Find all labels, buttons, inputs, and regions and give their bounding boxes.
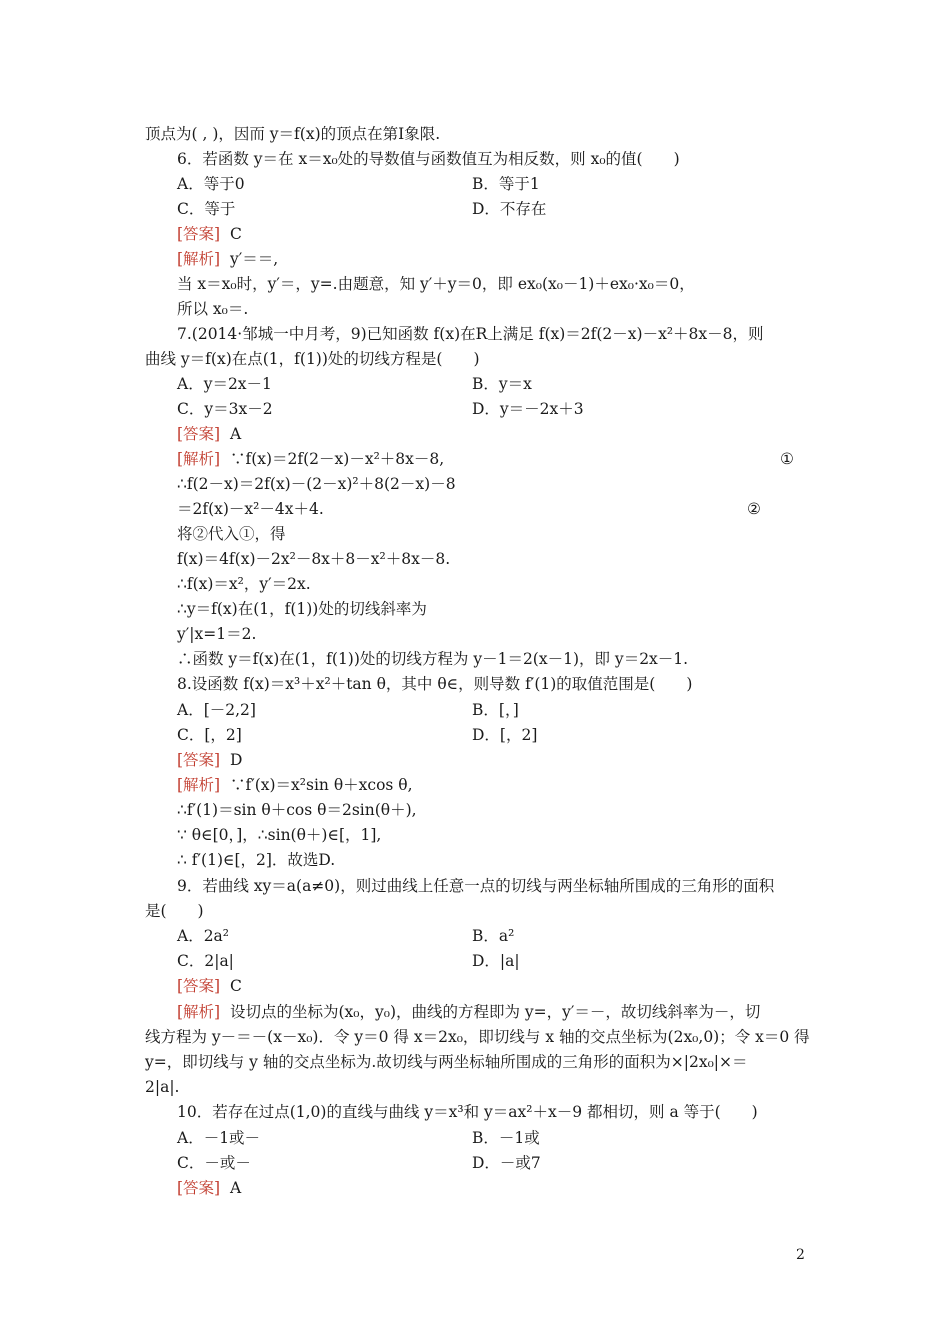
- question-6: 6．若函数 y＝在 x＝x₀处的导数值与函数值互为相反数，则 x₀的值( ): [177, 150, 680, 168]
- option-a: A．2a²: [177, 927, 230, 945]
- analysis-line: [177, 449, 444, 469]
- option-b: B．[，]: [472, 701, 519, 719]
- analysis-text: y′＝＝,: [229, 250, 279, 268]
- question-9: 9．若曲线 xy＝a(a≠0)，则过曲线上任意一点的切线与两坐标轴所围成的三角形的面积: [177, 877, 775, 895]
- answer-value: C: [229, 225, 242, 243]
- option-b: B．a²: [472, 927, 515, 945]
- analysis-line: [177, 249, 278, 269]
- text-line: ∴ f′(1)∈[，2]．故选D.: [177, 851, 336, 869]
- answer-tag: [答案]: [177, 751, 221, 769]
- text-line: ＝2f(x)－x²－4x＋4.: [177, 500, 324, 518]
- answer-value: A: [229, 1179, 242, 1197]
- text-line: 当 x＝x₀时，y′＝，y=.由题意，知 y′＋y＝0，即 ex₀(x₀－1)＋ex₀·x₀＝0，: [177, 275, 695, 293]
- option-d: D．－或7: [472, 1154, 541, 1172]
- option-b: B．等于1: [472, 175, 540, 193]
- option-c: C．等于: [177, 200, 236, 218]
- question-8: 8.设函数 f(x)＝x³＋x²＋tan θ，其中 θ∈，则导数 f′(1)的取值范围是( ): [177, 675, 693, 693]
- text-line: 所以 x₀＝.: [177, 300, 249, 318]
- equation-number: ②: [747, 500, 761, 518]
- analysis-tag: [解析]: [177, 250, 221, 268]
- text-line: f(x)＝4f(x)－2x²－8x＋8－x²＋8x－8.: [177, 550, 451, 568]
- analysis-text: ∵f′(x)＝x²sin θ＋xcos θ,: [229, 776, 413, 794]
- option-a: A．等于0: [177, 175, 245, 193]
- answer-line: [177, 1178, 241, 1198]
- answer-line: [177, 424, 241, 444]
- answer-tag: [答案]: [177, 425, 221, 443]
- text-line: ∴函数 y＝f(x)在(1，f(1))处的切线方程为 y－1＝2(x－1)，即 y＝2x－1.: [177, 650, 689, 668]
- analysis-tag: [解析]: [177, 1003, 221, 1021]
- analysis-tag: [解析]: [177, 450, 221, 468]
- analysis-text: 设切点的坐标为(x₀，y₀)，曲线的方程即为 y=，y′＝－，故切线斜率为－，切: [229, 1003, 761, 1021]
- option-c: C．2|a|: [177, 952, 234, 970]
- text-line: 是( ): [145, 902, 204, 920]
- question-7: 7.(2014·邹城一中月考，9)已知函数 f(x)在R上满足 f(x)＝2f(2－x)－x²＋8x－8，则: [177, 325, 764, 343]
- analysis-text: ∵f(x)＝2f(2－x)－x²＋8x－8,: [229, 450, 445, 468]
- option-b: B．y＝x: [472, 375, 532, 393]
- text-line: ∴f(2－x)＝2f(x)－(2－x)²＋8(2－x)－8: [177, 475, 456, 493]
- text-line: ∴f′(1)＝sin θ＋cos θ＝2sin(θ＋),: [177, 801, 417, 819]
- analysis-line: [177, 1002, 760, 1022]
- option-d: D．不存在: [472, 200, 547, 218]
- answer-tag: [答案]: [177, 977, 221, 995]
- option-c: C．－或－: [177, 1154, 251, 1172]
- option-d: D．|a|: [472, 952, 520, 970]
- option-a: A．[－2,2]: [177, 701, 256, 719]
- text-line: 线方程为 y－＝－(x－x₀)．令 y＝0 得 x＝2x₀，即切线与 x 轴的交点坐标为(2x₀,0)；令 x＝0 得: [145, 1028, 810, 1046]
- analysis-line: [177, 775, 413, 795]
- option-a: A．y＝2x－1: [177, 375, 272, 393]
- text-line: ∴f(x)＝x²，y′＝2x.: [177, 575, 311, 593]
- answer-value: C: [229, 977, 242, 995]
- text-line: 将②代入①，得: [177, 525, 286, 543]
- option-c: C．[，2]: [177, 726, 242, 744]
- equation-number: ①: [780, 450, 794, 468]
- option-a: A．－1或－: [177, 1129, 261, 1147]
- answer-tag: [答案]: [177, 225, 221, 243]
- answer-value: A: [229, 425, 242, 443]
- answer-line: [177, 750, 242, 770]
- option-c: C．y＝3x－2: [177, 400, 273, 418]
- page-number: 2: [796, 1247, 805, 1263]
- answer-line: [177, 224, 242, 244]
- text-line: ∵ θ∈[0，]，∴sin(θ＋)∈[，1],: [177, 826, 382, 844]
- option-d: D．y＝－2x＋3: [472, 400, 584, 418]
- question-10: 10．若存在过点(1,0)的直线与曲线 y＝x³和 y＝ax²＋x－9 都相切，则 a 等于( ): [177, 1103, 758, 1121]
- text-line: 曲线 y＝f(x)在点(1，f(1))处的切线方程是( ): [145, 350, 480, 368]
- answer-value: D: [229, 751, 243, 769]
- answer-tag: [答案]: [177, 1179, 221, 1197]
- option-b: B．－1或: [472, 1129, 540, 1147]
- text-line: ∴y＝f(x)在(1，f(1))处的切线斜率为: [177, 600, 427, 618]
- text-line: y′|x=1＝2.: [177, 625, 257, 643]
- text-line: 2|a|.: [145, 1078, 180, 1096]
- option-d: D．[，2]: [472, 726, 538, 744]
- text-line: 顶点为( , )，因而 y＝f(x)的顶点在第Ⅰ象限.: [145, 125, 441, 143]
- text-line: y=，即切线与 y 轴的交点坐标为.故切线与两坐标轴所围成的三角形的面积为×|2x₀|×＝: [145, 1053, 748, 1071]
- answer-line: [177, 976, 242, 996]
- analysis-tag: [解析]: [177, 776, 221, 794]
